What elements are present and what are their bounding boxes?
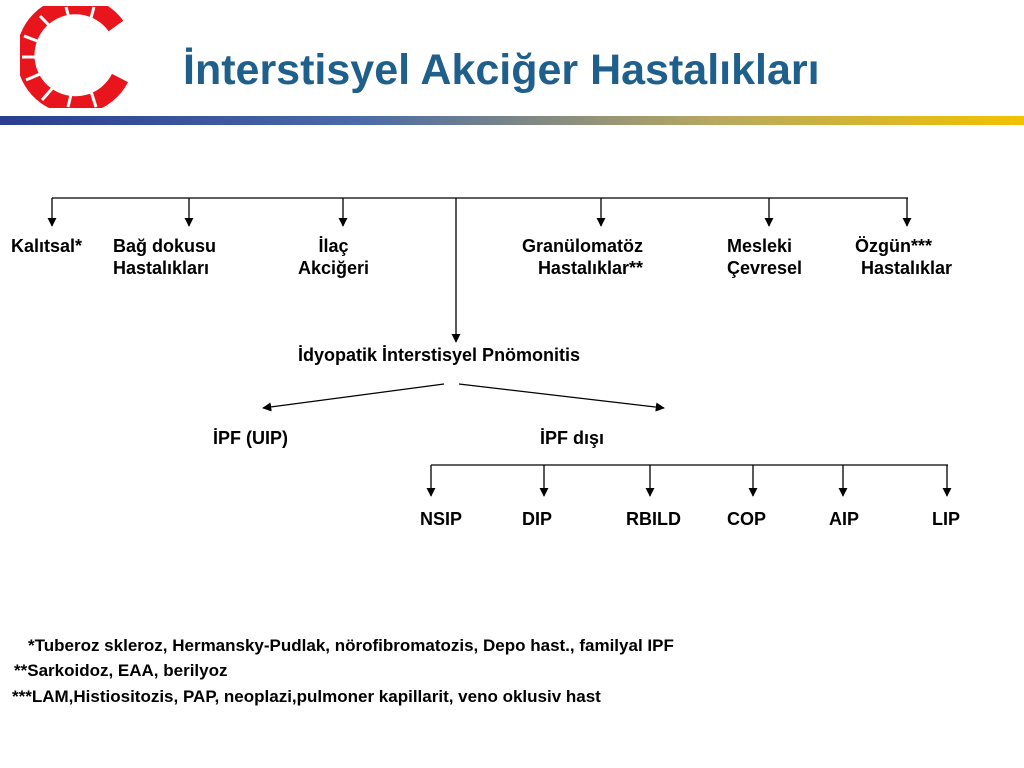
non-ipf-label: İPF dışı [540, 428, 605, 448]
arrow-ipf [263, 384, 444, 408]
subtype-lip: LIP [932, 509, 961, 529]
arrow-non-ipf [459, 384, 664, 408]
category-bag-dokusu: Bağ dokusu Hastalıkları [113, 236, 217, 278]
footnote-1: *Tuberoz skleroz, Hermansky-Pudlak, nörofibromatozis, Depo hast., familyal IPF [28, 636, 674, 655]
footnote-3: ***LAM,Histiositozis, PAP, neoplazi,pulmoner kapillarit, veno oklusiv hast [12, 687, 601, 706]
subtype-rbild: RBILD [626, 509, 681, 529]
iip-label: İdyopatik İnterstisyel Pnömonitis [298, 345, 581, 365]
category-granulomatoz: Granülomatöz Hastalıklar** [522, 236, 644, 278]
footnote-2: **Sarkoidoz, EAA, berilyoz [14, 661, 228, 680]
category-mesleki: Mesleki Çevresel [727, 236, 803, 278]
subtype-aip: AIP [829, 509, 860, 529]
category-ozgun: Özgün*** Hastalıklar [855, 236, 953, 278]
category-ilac: İlaç Akciğeri [298, 236, 370, 278]
category-kalitsal: Kalıtsal* [11, 236, 83, 256]
subtype-cop: COP [727, 509, 767, 529]
page-title: İnterstisyel Akciğer Hastalıkları [183, 46, 820, 94]
subtype-nsip: NSIP [420, 509, 463, 529]
subtype-dip: DIP [522, 509, 553, 529]
ipf-label: İPF (UIP) [213, 428, 288, 448]
